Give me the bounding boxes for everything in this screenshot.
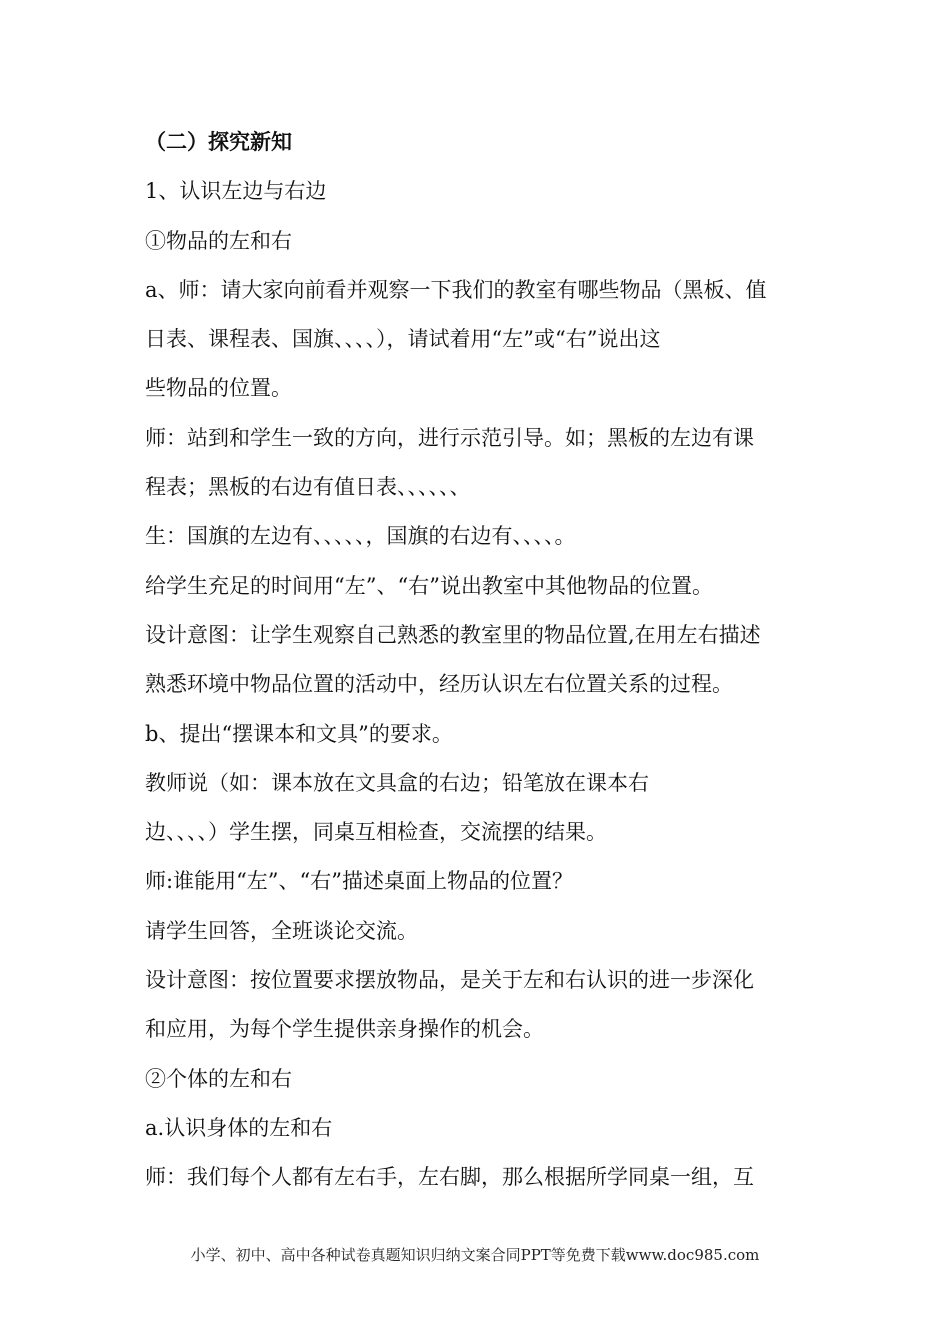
text-line: 师：站到和学生一致的方向，进行示范引导。如；黑板的左边有课	[145, 425, 754, 450]
text-line: 生：国旗的左边有、、、、、，国旗的右边有、、、、。	[145, 524, 576, 549]
text-line: 程表；黑板的右边有值日表、、、、、、	[145, 475, 471, 500]
text-line: 给学生充足的时间用“左”、“右”说出教室中其他物品的位置。	[145, 573, 713, 598]
text-line: 日表、课程表、国旗、、、、），请试着用“左”或“右”说出这	[145, 327, 661, 352]
text-line: 请学生回答，全班谈论交流。	[145, 918, 418, 943]
text-line: 熟悉环境中物品位置的活动中，经历认识左右位置关系的过程。	[145, 672, 733, 697]
page-footer: 小学、初中、高中各种试卷真题知识归纳文案合同PPT等免费下载www.doc985.com	[190, 1246, 760, 1264]
text-line: 师:谁能用“左”、“右”描述桌面上物品的位置？	[145, 869, 574, 894]
topic-title: ②个体的左和右	[145, 1066, 292, 1091]
topic-title: ①物品的左和右	[145, 228, 292, 253]
text-line: a.认识身体的左和右	[145, 1115, 333, 1140]
text-line: 设计意图：让学生观察自己熟悉的教室里的物品位置,在用左右描述	[145, 622, 761, 647]
text-line: b、提出“摆课本和文具”的要求。	[145, 721, 453, 746]
text-line: 设计意图：按位置要求摆放物品，是关于左和右认识的进一步深化	[145, 968, 754, 993]
text-line: 教师说（如：课本放在文具盒的右边；铅笔放在课本右	[145, 770, 649, 795]
document-body	[145, 122, 805, 1207]
text-line: 师：我们每个人都有左右手，左右脚，那么根据所学同桌一组，互	[145, 1165, 754, 1190]
section-heading: （二）探究新知	[145, 129, 292, 154]
text-line: 些物品的位置。	[145, 376, 292, 401]
text-line: 和应用，为每个学生提供亲身操作的机会。	[145, 1017, 544, 1042]
text-line: a、师：请大家向前看并观察一下我们的教室有哪些物品（黑板、值	[145, 277, 767, 302]
subsection-title: 1、认识左边与右边	[145, 179, 327, 204]
text-line: 边、、、、）学生摆，同桌互相检查，交流摆的结果。	[145, 820, 607, 845]
